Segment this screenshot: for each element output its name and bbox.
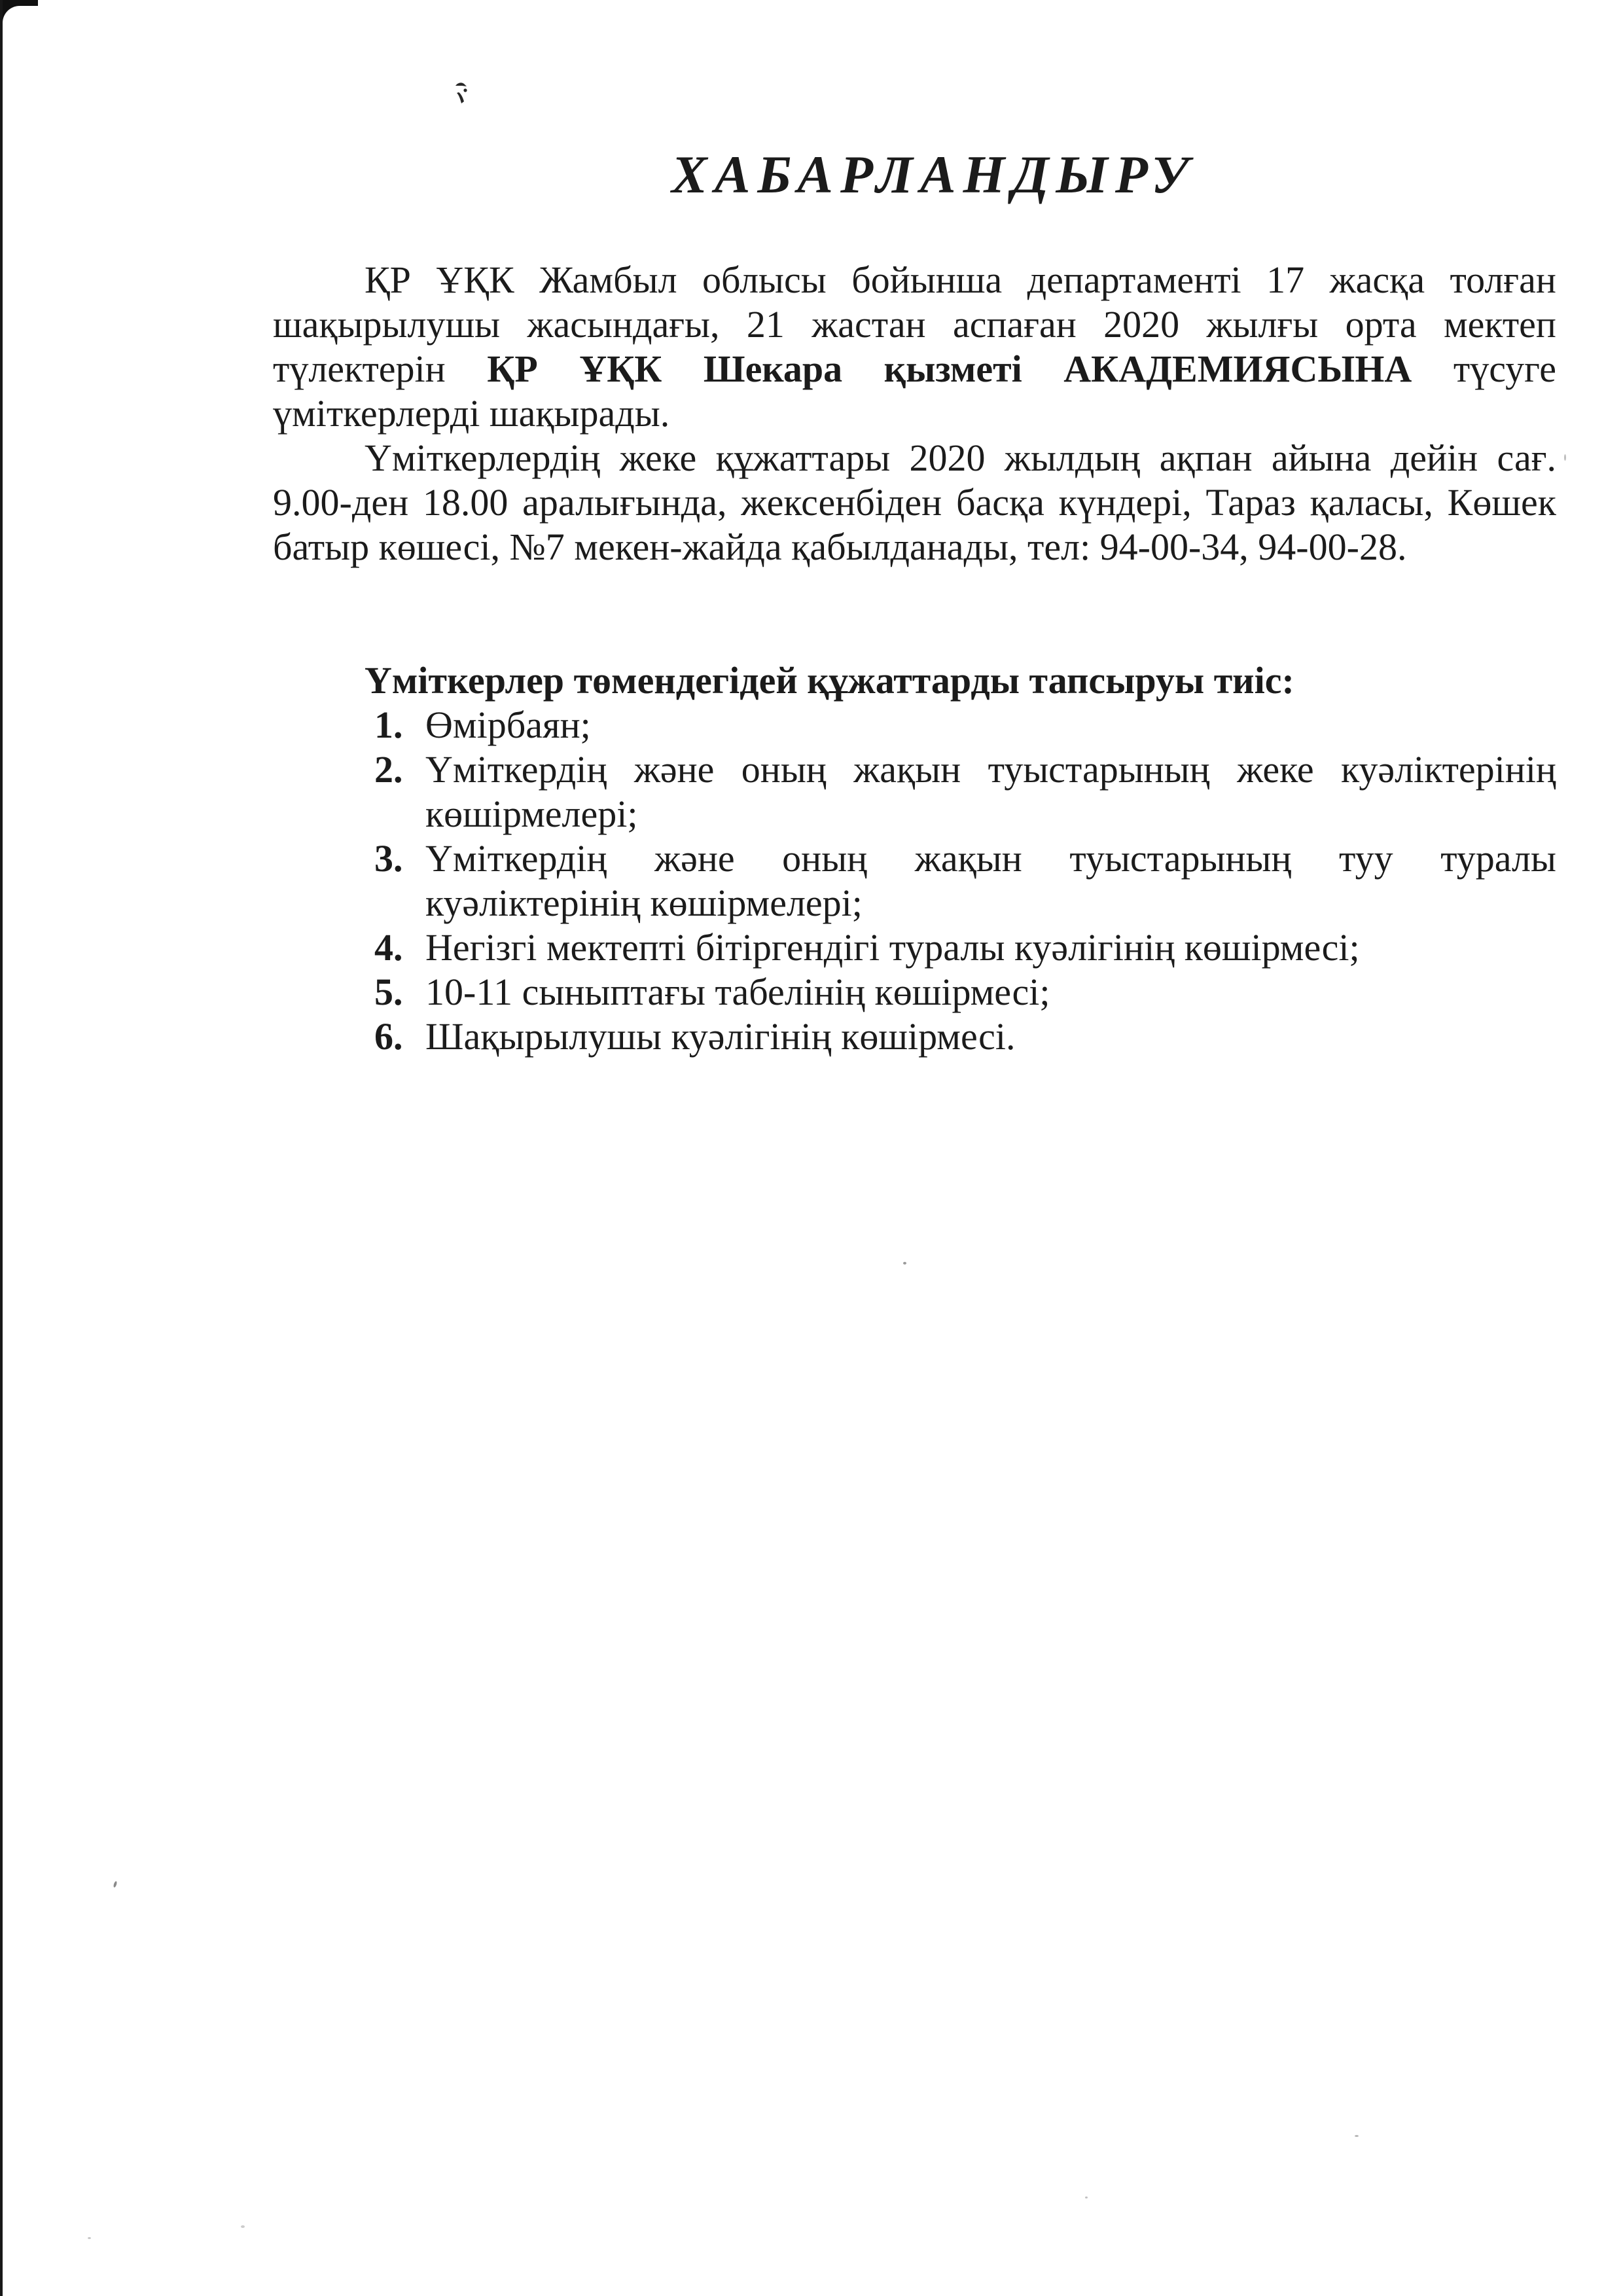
list-item-2-wrap: [273, 792, 1556, 836]
scan-edge-artifact-top: [0, 0, 38, 6]
list-item-text: куәліктерінің: [1341, 748, 1556, 791]
list-item-text: туу: [1339, 837, 1393, 880]
list-item-text: туралы: [1440, 837, 1556, 880]
list-number: 6.: [374, 1015, 403, 1058]
paragraph2-line1: [273, 436, 1556, 480]
paragraph-text: аралығында,: [522, 481, 727, 524]
paragraph-text: аспаған: [952, 303, 1077, 346]
list-item-3-wrap: [273, 881, 1556, 925]
paragraph-text: жексенбіден: [741, 481, 942, 524]
list-item-text: көшірмелері;: [425, 793, 638, 835]
paragraph-text: құжаттары: [715, 437, 891, 479]
list-item-text: және: [654, 837, 735, 880]
paragraph-text: ҚР: [365, 259, 411, 301]
paragraph-text: Жамбыл: [539, 259, 677, 301]
paragraph-text: шақырылушы: [273, 303, 501, 346]
paragraph-text: айына: [1271, 437, 1372, 479]
scan-corner-mask: [3, 6, 39, 43]
paragraph-text: 2020: [1103, 303, 1180, 346]
scan-speck: [1085, 2197, 1088, 2198]
paragraph2-line3: [273, 525, 1556, 569]
list-item-4: [273, 925, 1556, 970]
blank-gap: [273, 569, 1556, 658]
list-item-text: жақын: [853, 748, 961, 791]
academy-name-bold: ҰҚК: [579, 348, 662, 390]
list-item-text: жеке: [1237, 748, 1314, 791]
list-item-1: [273, 703, 1556, 747]
scan-speck: [113, 1881, 118, 1888]
list-item-text: туыстарының: [988, 748, 1210, 791]
list-number: 4.: [374, 926, 403, 969]
paragraph-text: түлектерін: [273, 348, 446, 390]
ink-mark: [453, 80, 471, 106]
paragraph-text: облысы: [702, 259, 827, 301]
paragraph-text: бойынша: [851, 259, 1003, 301]
paragraph2-line2: [273, 480, 1556, 525]
list-item-3: [273, 836, 1556, 881]
list-item-text: Өмірбаян;: [425, 704, 591, 746]
paragraph-text: жастан: [812, 303, 926, 346]
paragraph-text: Тараз: [1205, 481, 1296, 524]
paragraph-text: басқа: [955, 481, 1044, 524]
paragraph-text: жылдың: [1004, 437, 1141, 479]
paragraph1-line1: [273, 258, 1556, 302]
academy-name-bold: Шекара: [703, 348, 843, 390]
paragraph1-line4: [273, 391, 1556, 436]
paragraph-text: сағ.: [1497, 437, 1556, 479]
list-item-text: 10-11 сыныптағы табелінің көшірмесі;: [425, 971, 1050, 1013]
list-item-5: [273, 970, 1556, 1014]
paragraph-text: жеке: [619, 437, 697, 479]
scan-speck: [1355, 2135, 1359, 2137]
list-item-text: туыстарының: [1069, 837, 1292, 880]
paragraph-text: жасындағы,: [527, 303, 720, 346]
paragraph-text: ҰҚК: [436, 259, 514, 301]
paragraph-text: күндері,: [1058, 481, 1192, 524]
list-item-text: Үміткердің: [425, 837, 607, 880]
document-title: ХАБАРЛАНДЫРУ: [671, 145, 1196, 204]
scan-speck: [88, 2237, 91, 2239]
paragraph-text: жылғы: [1206, 303, 1319, 346]
list-number: 1.: [374, 704, 403, 746]
scan-edge-artifact-left: [0, 0, 3, 2296]
document-body: [273, 258, 1556, 1059]
list-number: 3.: [374, 837, 403, 880]
scan-speck: [903, 1262, 906, 1265]
academy-name-bold: қызметі: [883, 348, 1022, 390]
paragraph-text: Үміткерлердің: [365, 437, 601, 479]
paragraph-text: ақпан: [1159, 437, 1253, 479]
paragraph-text: департаменті: [1027, 259, 1241, 301]
list-item-text: Негізгі мектепті бітіргендігі туралы куәлігінің көшірмесі;: [425, 926, 1360, 969]
scan-speck: [241, 2225, 245, 2228]
paragraph-text: 2020: [909, 437, 986, 479]
scan-speck: [1564, 454, 1566, 461]
paragraph-text: үміткерлерді шақырады.: [273, 392, 670, 435]
heading-text: Үміткерлер төмендегідей құжаттарды тапсыруы тиіс:: [365, 659, 1294, 702]
list-number: 5.: [374, 971, 403, 1013]
paragraph-text: жасқа: [1329, 259, 1425, 301]
paragraph1-line3: [273, 347, 1556, 391]
list-item-text: және: [633, 748, 715, 791]
list-item-2: [273, 747, 1556, 792]
paragraph-text: дейін: [1390, 437, 1478, 479]
paragraph-text: қаласы,: [1310, 481, 1433, 524]
academy-name-bold: ҚР: [487, 348, 538, 390]
paragraph-text: 9.00-ден: [273, 481, 409, 524]
paragraph-text: 18.00: [422, 481, 508, 524]
paragraph-text: батыр көшесі, №7 мекен-жайда қабылданады, тел: 94-00-34, 94-00-28.: [273, 526, 1407, 568]
list-item-text: куәліктерінің көшірмелері;: [425, 882, 863, 924]
list-item-text: оның: [782, 837, 868, 880]
list-number: 2.: [374, 748, 403, 791]
paragraph-text: Көшек: [1447, 481, 1556, 524]
list-item-text: жақын: [914, 837, 1022, 880]
paragraph-text: түсуге: [1453, 348, 1556, 390]
academy-name-bold: АКАДЕМИЯСЫНА: [1063, 348, 1412, 390]
list-item-text: Үміткердің: [425, 748, 607, 791]
paragraph-text: орта: [1345, 303, 1417, 346]
paragraph-text: толған: [1450, 259, 1556, 301]
paragraph-text: мектеп: [1443, 303, 1556, 346]
paragraph-text: 17: [1266, 259, 1305, 301]
list-item-text: Шақырылушы куәлігінің көшірмесі.: [425, 1015, 1016, 1058]
paragraph-text: 21: [746, 303, 785, 346]
list-item-6: [273, 1014, 1556, 1059]
requirements-heading: [273, 658, 1556, 703]
paragraph1-line2: [273, 302, 1556, 347]
list-item-text: оның: [741, 748, 827, 791]
